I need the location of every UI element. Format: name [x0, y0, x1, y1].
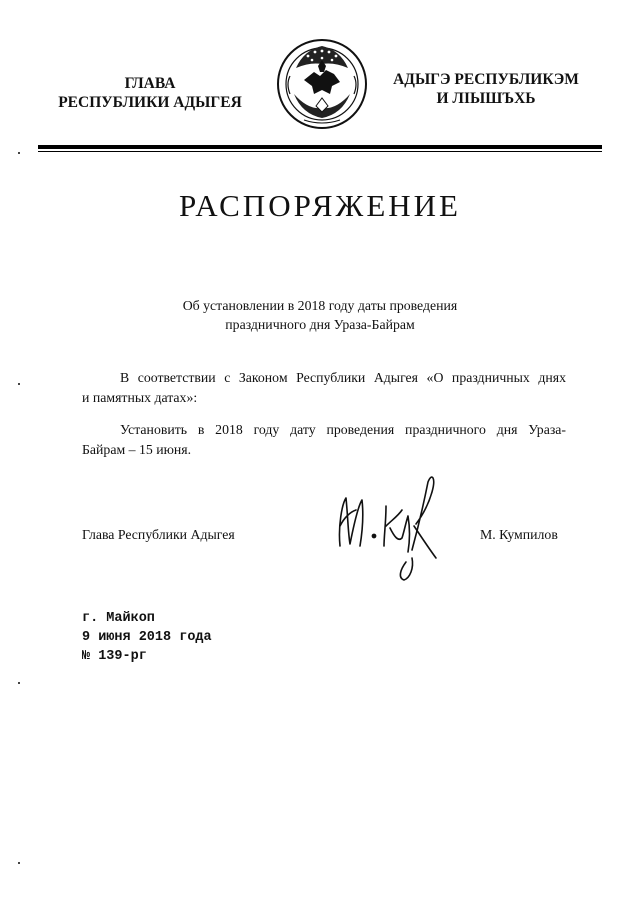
signatory-position: Глава Республики Адыгея: [82, 527, 235, 542]
paragraph-1-line-1: В соответствии с Законом Республики Адыгея «О праздничных днях: [120, 370, 566, 385]
coat-of-arms-icon: [274, 36, 370, 132]
handwritten-signature-icon: [328, 466, 446, 584]
header-left-title: [40, 74, 260, 112]
paragraph-1-line-2: и памятных датах»:: [82, 390, 198, 405]
header-right-title: [386, 70, 586, 108]
document-subject: [0, 296, 640, 334]
paragraph-2-line-1: Установить в 2018 году дату проведения праздничного дня Ураза-: [120, 422, 566, 437]
scan-mark: [18, 152, 20, 154]
header-left-line-2: РЕСПУБЛИКИ АДЫГЕЯ: [58, 94, 242, 111]
subject-line-2: праздничного дня Ураза-Байрам: [225, 317, 415, 332]
subject-line-1: Об установлении в 2018 году даты проведения: [182, 298, 458, 313]
paragraph-decision: [82, 420, 566, 460]
document-title: РАСПОРЯЖЕНИЕ: [179, 188, 461, 223]
document-city: г. Майкоп: [82, 611, 155, 626]
signatory-name: М. Кумпилов: [480, 527, 558, 542]
document-registration-block: [82, 609, 212, 666]
header-right-line-1: АДЫГЭ РЕСПУБЛИКЭМ: [393, 71, 579, 88]
paragraph-legal-basis: [82, 368, 566, 408]
scan-mark: [18, 862, 20, 864]
header-left-line-1: ГЛАВА: [124, 75, 176, 92]
paragraph-2-line-2: Байрам – 15 июня.: [82, 442, 192, 457]
document-date: 9 июня 2018 года: [82, 630, 212, 645]
scan-mark: [18, 383, 20, 385]
header-divider-thick: [38, 145, 602, 149]
scan-mark: [18, 682, 20, 684]
header-divider-thin: [38, 151, 602, 152]
document-number: № 139-рг: [82, 649, 147, 664]
header-right-line-2: И ЛІЫШЪХЬ: [436, 90, 536, 107]
